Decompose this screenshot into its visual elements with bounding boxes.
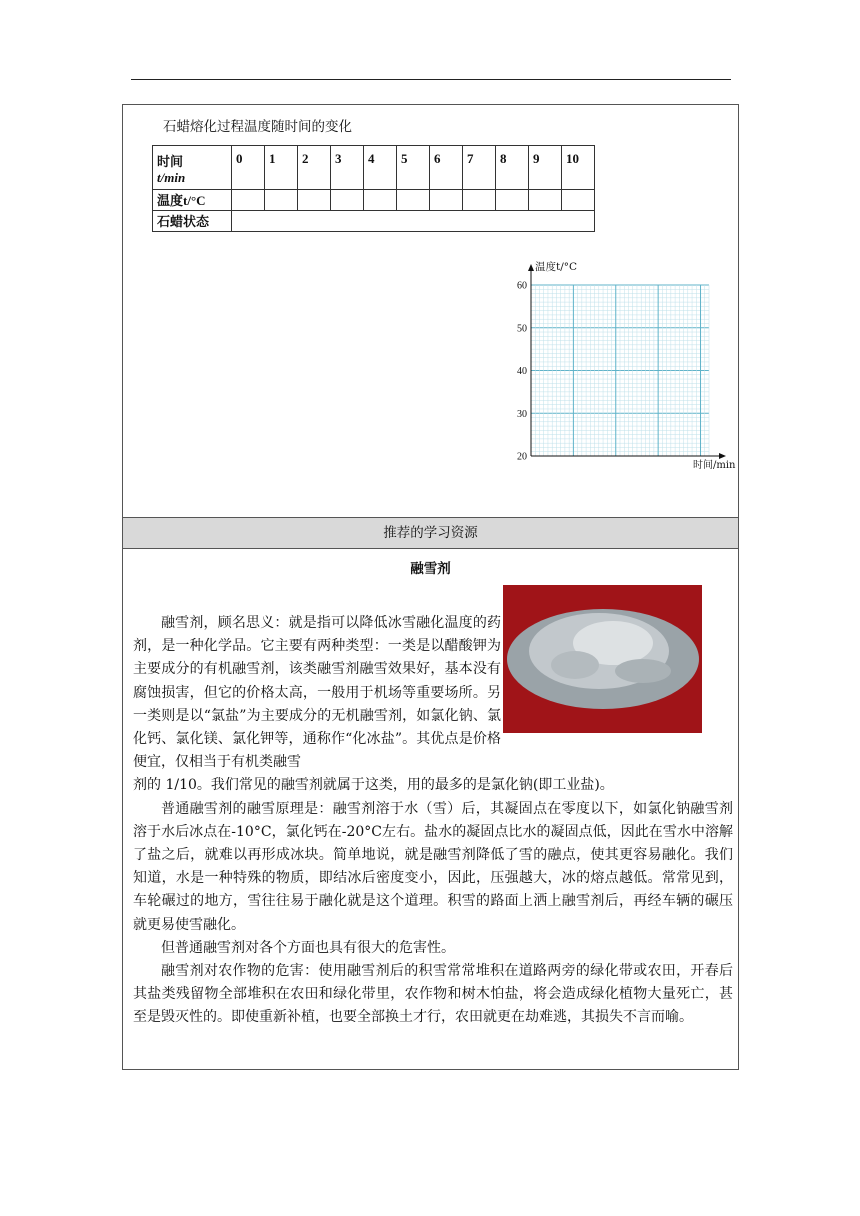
content-frame — [122, 104, 739, 1070]
y-tick-label: 40 — [517, 366, 527, 377]
temperature-grid-chart — [501, 255, 741, 470]
temp-value-cell[interactable] — [331, 190, 364, 211]
state-value-cell[interactable] — [232, 211, 595, 232]
y-tick-label: 30 — [517, 408, 527, 420]
temp-value-cell[interactable] — [298, 190, 331, 211]
temp-value-cell[interactable] — [265, 190, 298, 211]
paragraph: 但普通融雪剂对各个方面也具有很大的危害性。 — [161, 939, 455, 956]
time-header-cell — [153, 146, 232, 190]
time-cell: 0 — [232, 146, 265, 190]
temp-value-cell[interactable] — [562, 190, 595, 211]
y-axis-arrow — [528, 264, 534, 271]
temp-value-cell[interactable] — [364, 190, 397, 211]
y-tick-label: 20 — [517, 451, 527, 463]
data-table — [152, 145, 595, 232]
state-header-cell: 石蜡状态 — [153, 211, 232, 232]
table-row — [153, 211, 595, 232]
article-title: 融雪剂 — [410, 561, 451, 577]
time-header-label: 时间 — [157, 154, 184, 169]
time-cell: 7 — [463, 146, 496, 190]
x-axis-arrow — [719, 453, 726, 459]
y-tick-label: 60 — [517, 280, 527, 292]
temp-value-cell[interactable] — [463, 190, 496, 211]
time-cell: 10 — [562, 146, 595, 190]
x-axis-label: 时间/min — [693, 460, 736, 470]
paragraph: 融雪剂对农作物的危害：使用融雪剂后的积雪常常堆积在道路两旁的绿化带或农田，开春后其盐类残留物全部堆积在农田和绿化带里，农作物和树木怕盐，将会造成绿化植物大量死亡，甚至是毁灭性的。即使重新补植，也要全部换土才行，农田就更在劫难逃，其损失不言而喻。 — [133, 963, 733, 1026]
temp-value-cell[interactable] — [496, 190, 529, 211]
paragraph: 剂的 1/10。我们常见的融雪剂就属于这类，用的最多的是氯化钠(即工业盐)。 — [133, 777, 614, 794]
temp-value-cell[interactable] — [397, 190, 430, 211]
table-caption: 石蜡熔化过程温度随时间的变化 — [163, 119, 352, 135]
time-cell: 3 — [331, 146, 364, 190]
y-tick-label: 50 — [517, 323, 527, 335]
temp-value-cell[interactable] — [430, 190, 463, 211]
section-title-bar: 推荐的学习资源 — [123, 517, 738, 549]
time-cell: 6 — [430, 146, 463, 190]
paragraph: 融雪剂，顾名思义：就是指可以降低冰雪融化温度的药剂，是一种化学品。它主要有两种类型：一类是以醋酸钾为主要成分的有机融雪剂，该类融雪剂融雪效果好，基本没有腐蚀损害，但它的价格太高，一般用于机场等重要场所。另一类则是以“氯盐”为主要成分的无机融雪剂，如氯化钠、氯化钙、氯化镁、氯化钾等，通称作“化冰盐”。其优点是价格便宜，仅相当于有机类融雪 — [133, 615, 501, 771]
table-row — [153, 146, 595, 190]
temp-value-cell[interactable] — [529, 190, 562, 211]
time-unit-label: t/min — [157, 170, 186, 185]
table-row — [153, 190, 595, 211]
y-axis-label: 温度t/°C — [535, 261, 578, 273]
temp-header-cell: 温度t/°C — [153, 190, 232, 211]
header-rule — [131, 79, 731, 80]
time-cell: 4 — [364, 146, 397, 190]
article-body — [133, 579, 733, 1030]
time-cell: 9 — [529, 146, 562, 190]
time-cell: 1 — [265, 146, 298, 190]
time-cell: 5 — [397, 146, 430, 190]
time-cell: 8 — [496, 146, 529, 190]
temp-value-cell[interactable] — [232, 190, 265, 211]
paragraph: 普通融雪剂的融雪原理是：融雪剂溶于水（雪）后，其凝固点在零度以下，如氯化钠融雪剂溶于水后冰点在-10°C，氯化钙在-20°C左右。盐水的凝固点比水的凝固点低，因此在雪水中溶解了盐之后，就难以再形成冰块。简单地说，就是融雪剂降低了雪的融点，使其更容易融化。我们知道，水是一种特殊的物质，即结冰后密度变小，因此，压强越大，冰的熔点越低。常常见到，车轮碾过的地方，雪往往易于融化就是这个道理。积雪的路面上洒上融雪剂后，再经车辆的碾压就更易使雪融化。 — [133, 800, 733, 933]
time-cell: 2 — [298, 146, 331, 190]
